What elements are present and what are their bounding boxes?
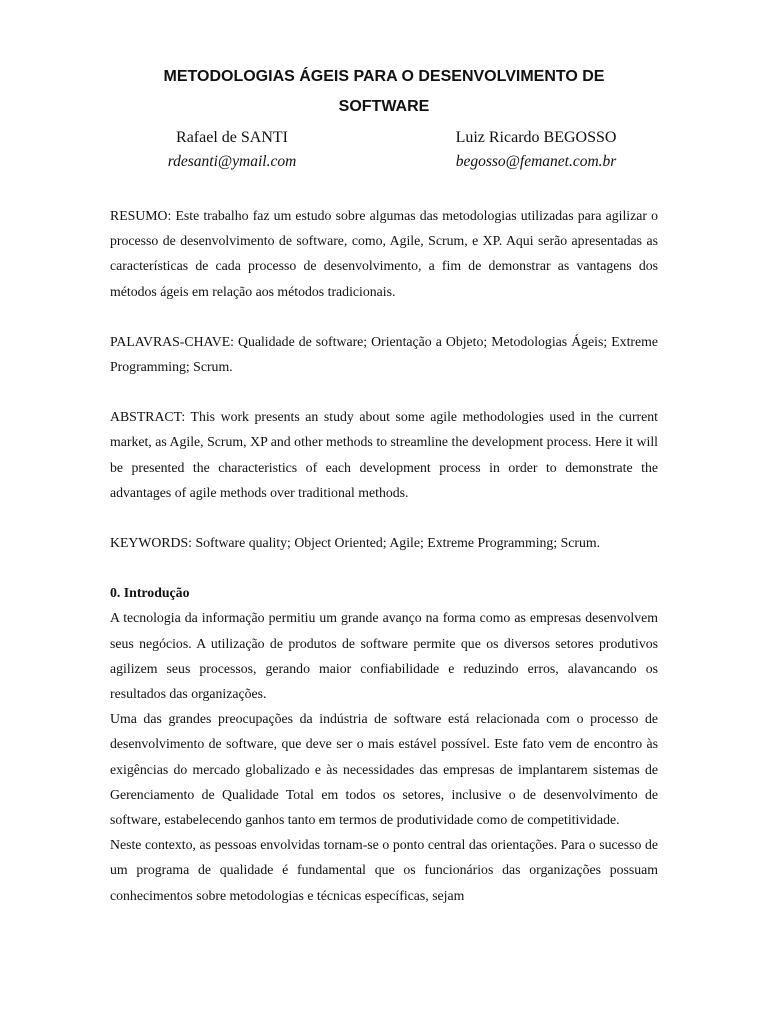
paper-title [110,0,658,122]
document-page [110,0,658,908]
section-heading: 0. Introdução [110,585,190,601]
resumo-paragraph: RESUMO: Este trabalho faz um estudo sobre algumas das metodologias utilizadas para agilizar o processo de desenvolvimento de software, como, Agile, Scrum, e XP. Aqui serão apresentadas as características de cada processo de desenvolvimento, a fim de demonstrar as vantagens dos métodos ágeis em relação aos métodos tradicionais. [110,208,658,299]
author-1 [110,126,384,174]
keywords-block [110,530,658,555]
paper-title-line-2: SOFTWARE [338,98,430,115]
author-1-name: Rafael de SANTI [176,129,288,146]
body-paragraph: Uma das grandes preocupações da indústria de software está relacionada com o processo de desenvolvimento de software, que deve ser o mais estável possível. Este fato vem de encontro às exigências do mercado globalizado e às necessidades das empresas de implantarem sistemas de Gerenciamento de Qualidade Total em todos os setores, inclusive o de desenvolvimento de software, estabelecendo ganhos tanto em termos de produtividade como de competitividade. [110,711,658,828]
palavras-chave-block [110,329,658,379]
paper-title-line-1: METODOLOGIAS ÁGEIS PARA O DESENVOLVIMENTO DE [163,68,605,85]
abstract-block [110,404,658,505]
keywords-paragraph: KEYWORDS: Software quality; Object Oriented; Agile; Extreme Programming; Scrum. [110,535,601,551]
author-2-email: begosso@femanet.com.br [455,153,617,170]
author-1-email: rdesanti@ymail.com [167,153,297,170]
body-paragraph: A tecnologia da informação permitiu um grande avanço na forma como as empresas desenvolvem seus negócios. A utilização de produtos de software permite que os diversos setores produtivos agilizem seus processos, gerando maior confiabilidade e reduzindo erros, alavancando os resultados das organizações. [110,610,658,702]
abstract-paragraph: ABSTRACT: This work presents an study about some agile methodologies used in the current market, as Agile, Scrum, XP and other methods to streamline the development process. Here it will be presented the characteristics of each development process in order to demonstrate the advantages of agile methods over traditional methods. [110,409,658,500]
body-paragraph: Neste contexto, as pessoas envolvidas tornam-se o ponto central das orientações. Para o sucesso de um programa de qualidade é fundamental que os funcionários das organizações possuam conhecimentos sobre metodologias e técnicas específicas, sejam [110,837,658,903]
authors [110,126,658,174]
resumo-block [110,203,658,304]
palavras-chave-paragraph: PALAVRAS-CHAVE: Qualidade de software; Orientação a Objeto; Metodologias Ágeis; Extreme Programming; Scrum. [110,333,658,375]
introducao-section [110,580,658,908]
author-2-name: Luiz Ricardo BEGOSSO [455,129,617,146]
author-2 [384,126,658,174]
